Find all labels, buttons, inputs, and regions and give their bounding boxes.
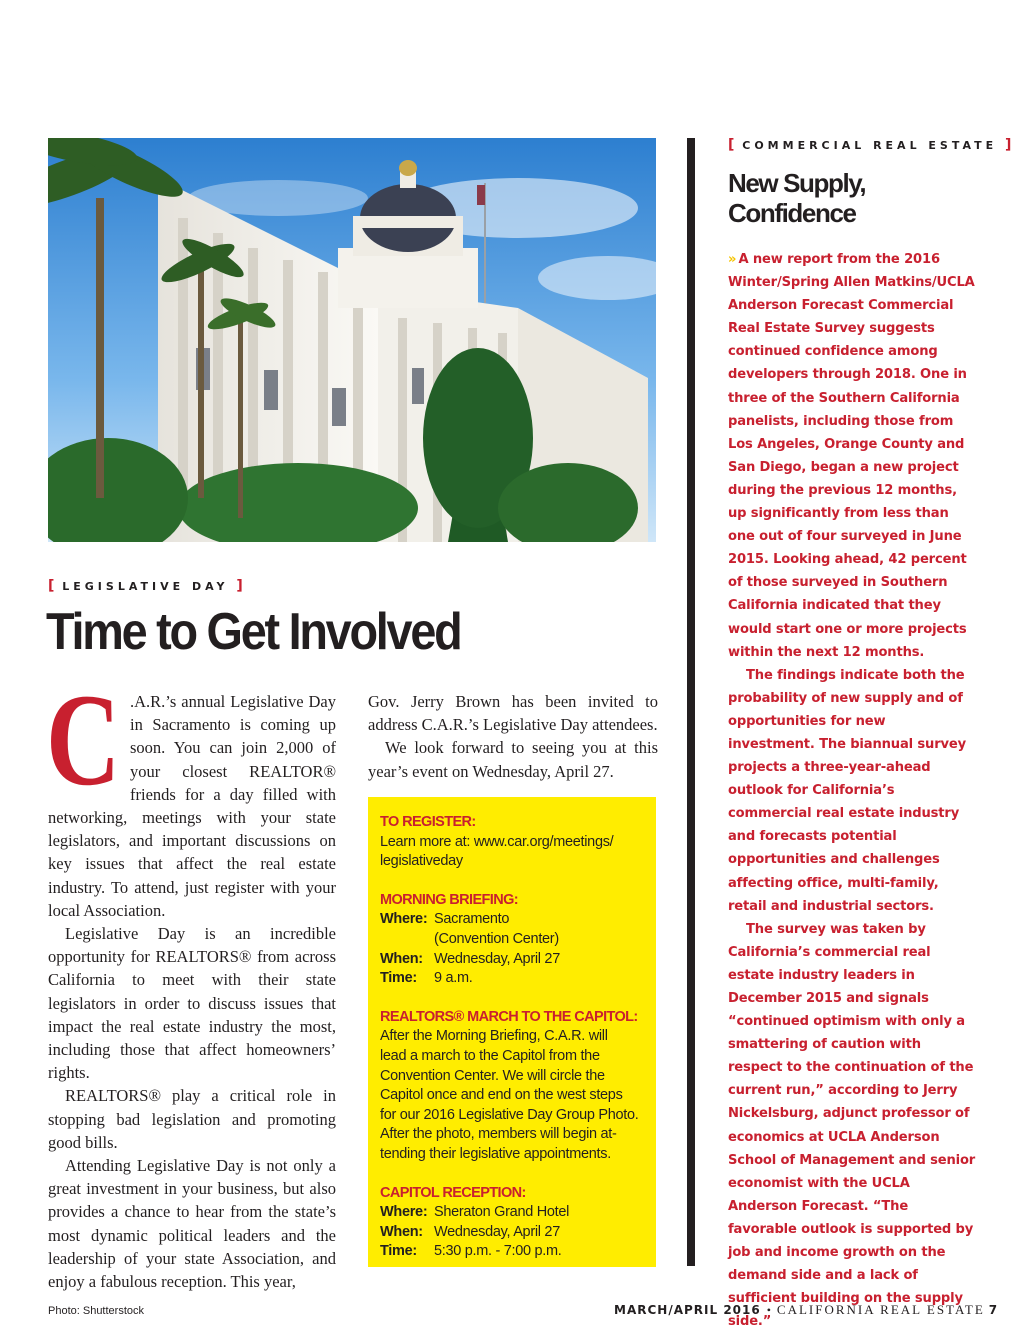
paragraph: The survey was taken by California’s commercial real estate industry leaders in December 2015 and signals “continued optimism with only a smattering of caution with respect to the continuation of the current run,” according to Jerry Nickelsburg, adjunct professor of economics at UCLA Anderson School of Management and senior economist with the UCLA Anderson Forecast. “The favorable outlook is supported by job and income growth on the demand side and a lack of sufficient building on the supply side.” <box>728 921 976 1330</box>
time-label: Time: <box>380 970 417 987</box>
photo-credit: Photo: Shutterstock <box>48 1305 144 1317</box>
march-line: lead a march to the Capitol from the <box>380 1047 600 1064</box>
register-url-line[interactable]: Learn more at: www.car.org/meetings/ <box>380 833 614 850</box>
briefing-section <box>380 891 644 989</box>
kicker-label: LEGISLATIVE DAY <box>62 580 229 593</box>
section-kicker-commercial: [ COMMERCIAL REAL ESTATE ] <box>728 137 1012 153</box>
reception-time: 5:30 p.m. - 7:00 p.m. <box>434 1243 562 1260</box>
page-footer <box>614 1302 997 1318</box>
register-heading: TO REGISTER: <box>380 814 476 830</box>
briefing-where-cont: (Convention Center) <box>434 930 559 947</box>
when-label: When: <box>380 1223 423 1240</box>
briefing-when: Wednesday, April 27 <box>434 950 560 967</box>
briefing-heading: MORNING BRIEFING: <box>380 891 519 908</box>
magazine-title: CALIFORNIA REAL ESTATE <box>776 1302 985 1317</box>
headline-line: Confidence <box>728 198 856 228</box>
reception-section <box>380 1184 644 1262</box>
time-label: Time: <box>380 1243 417 1260</box>
march-line: After the Morning Briefing, C.A.R. will <box>380 1028 608 1045</box>
page-number: 7 <box>988 1303 998 1317</box>
sidebar-headline <box>728 168 865 228</box>
march-line: After the photo, members will begin at- <box>380 1126 617 1143</box>
paragraph: Legislative Day is an incredible opportunity for REALTORS® from across California to meet with their state legislators in order to discuss issues that impact the real estate industry the most, including those that affect homeowners’ rights. <box>48 924 336 1083</box>
article-column-1 <box>46 666 336 1293</box>
event-info-box <box>368 797 656 1267</box>
march-line: for our 2016 Legislative Day Group Photo. <box>380 1106 639 1123</box>
chevron-icon: » <box>728 252 735 267</box>
paragraph: Gov. Jerry Brown has been invited to address C.A.R.’s Legislative Day attendees. <box>368 692 658 735</box>
headline-line: New Supply, <box>728 168 866 198</box>
capitol-building-photo <box>48 138 656 542</box>
reception-where: Sheraton Grand Hotel <box>434 1204 570 1221</box>
issue-date: MARCH/APRIL 2016 <box>614 1303 761 1317</box>
march-section <box>380 1008 644 1165</box>
article-column-2 <box>368 690 658 783</box>
briefing-time: 9 a.m. <box>434 970 473 987</box>
briefing-where: Sacramento <box>434 911 510 928</box>
where-label: Where: <box>380 1204 428 1221</box>
march-line: Capitol once and end on the west steps <box>380 1087 623 1104</box>
paragraph: We look forward to seeing you at this year’s event on Wednesday, April 27. <box>368 738 658 781</box>
column-divider <box>687 138 695 1266</box>
kicker-label: COMMERCIAL REAL ESTATE <box>742 139 998 152</box>
march-line: Convention Center. We will circle the <box>380 1067 605 1084</box>
sidebar-body <box>728 248 976 1333</box>
bullet-separator: • <box>766 1303 771 1317</box>
reception-heading: CAPITOL RECEPTION: <box>380 1184 526 1201</box>
register-url-line[interactable]: legislativeday <box>380 853 463 870</box>
paragraph: .A.R.’s annual Legislative Day in Sacramento is coming up soon. You can join 2,000 of your closest REALTOR® friends for a day filled with networking, meetings with your state legislators, and important discussions on key issues that affect the real estate industry. To attend, just register with your local Association. <box>48 692 336 920</box>
article-headline: Time to Get Involved <box>46 603 461 661</box>
section-kicker-legislative-day: [ LEGISLATIVE DAY ] <box>48 578 243 594</box>
when-label: When: <box>380 950 423 967</box>
march-line: tending their legislative appointments. <box>380 1145 611 1162</box>
register-section <box>380 813 644 872</box>
paragraph: The findings indicate both the probability of new supply and of opportunities for new investment. The biannual survey projects a three-year-ahead outlook for California’s commercial real estate industry and forecasts potential opportunities and challenges affecting office, multi-family, retail and industrial sectors. <box>728 667 967 914</box>
paragraph: Attending Legislative Day is not only a great investment in your business, but also provides a chance to hear from the state’s most dynamic political leaders and the leadership of your state Association, and enjoy a fabulous reception. This year, <box>48 1156 336 1292</box>
paragraph: REALTORS® play a critical role in stopping bad legislation and promoting good bills. <box>48 1086 336 1152</box>
march-heading: REALTORS® MARCH TO THE CAPITOL: <box>380 1008 638 1025</box>
where-label: Where: <box>380 911 428 928</box>
reception-when: Wednesday, April 27 <box>434 1223 560 1240</box>
paragraph: A new report from the 2016 Winter/Spring Allen Matkins/UCLA Anderson Forecast Commercial Real Estate Survey suggests continued confidence among developers through 2018. One in three of the Southern California panelists, including those from Los Angeles, Orange County and San Diego, began a new project during the previous 12 months, up significantly from less than one out of four surveyed in June 2015. Looking ahead, 42 percent of those surveyed in Southern California indicated that they would start one or more projects within the next 12 months. <box>728 252 975 660</box>
drop-cap: C <box>46 666 121 813</box>
